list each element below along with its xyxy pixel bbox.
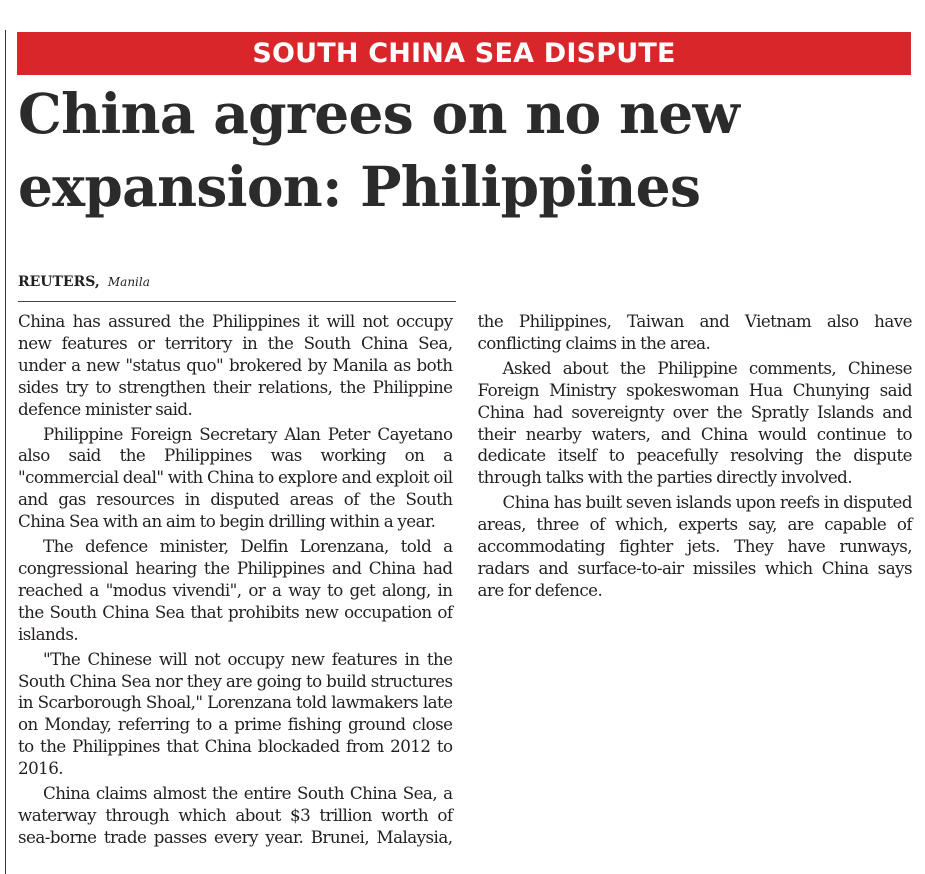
article-paragraph-1: China has assured the Philippines it will not occupy new features or territory in the South China Sea, under a new "status quo" brokered by Manila as both sides try to strengthen their relations, the Philippine defence minister said.	[18, 311, 453, 419]
article-paragraph-3: The defence minister, Delfin Lorenzana, told a congressional hearing the Philippines and China had reached a "modus vivendi", or a way to get along, in the South China Sea that prohibits new occupation of islands.	[18, 536, 453, 644]
byline	[18, 272, 454, 293]
section-banner: SOUTH CHINA SEA DISPUTE	[17, 32, 911, 75]
article-paragraph-4: "The Chinese will not occupy new features in the South China Sea nor they are going to build structures in Scarborough Shoal," Lorenzana told lawmakers late on Monday, referring to a prime fishing ground close to the Philippines that China blockaded from 2012 to 2016.	[18, 648, 453, 779]
article-paragraph-6: Asked about the Philippine comments, Chinese Foreign Ministry spokeswoman Hua Chunying said China had sovereignty over the Spratly Islands and their nearby waters, and China would continue to dedicate itself to peacefully resolving the dispute through talks with the parties directly involved.	[477, 357, 912, 488]
byline-location: Manila	[107, 275, 150, 289]
byline-divider	[18, 301, 456, 302]
headline: China agrees on no new expansion: Philippines	[18, 81, 740, 220]
article-paragraph-5: China claims almost the entire South China Sea, a waterway through which about $3 trillion worth of sea-borne trade passes every year. Brunei, Malaysia, the Philippines, Taiwan and Vietnam also have conflicting claims in the area.	[18, 311, 912, 847]
left-margin-rule	[5, 30, 6, 874]
article-paragraph-7: China has built seven islands upon reefs in disputed areas, three of which, experts say, are capable of accommodating fighter jets. They have runways, radars and surface-to-air missiles which China says are for defence.	[477, 492, 912, 600]
byline-agency: REUTERS,	[18, 274, 100, 290]
article-body	[18, 311, 912, 871]
article-paragraph-2: Philippine Foreign Secretary Alan Peter Cayetano also said the Philippines was working on a "commercial deal" with China to explore and exploit oil and gas resources in disputed areas of the South China Sea with an aim to begin drilling within a year.	[18, 423, 453, 532]
